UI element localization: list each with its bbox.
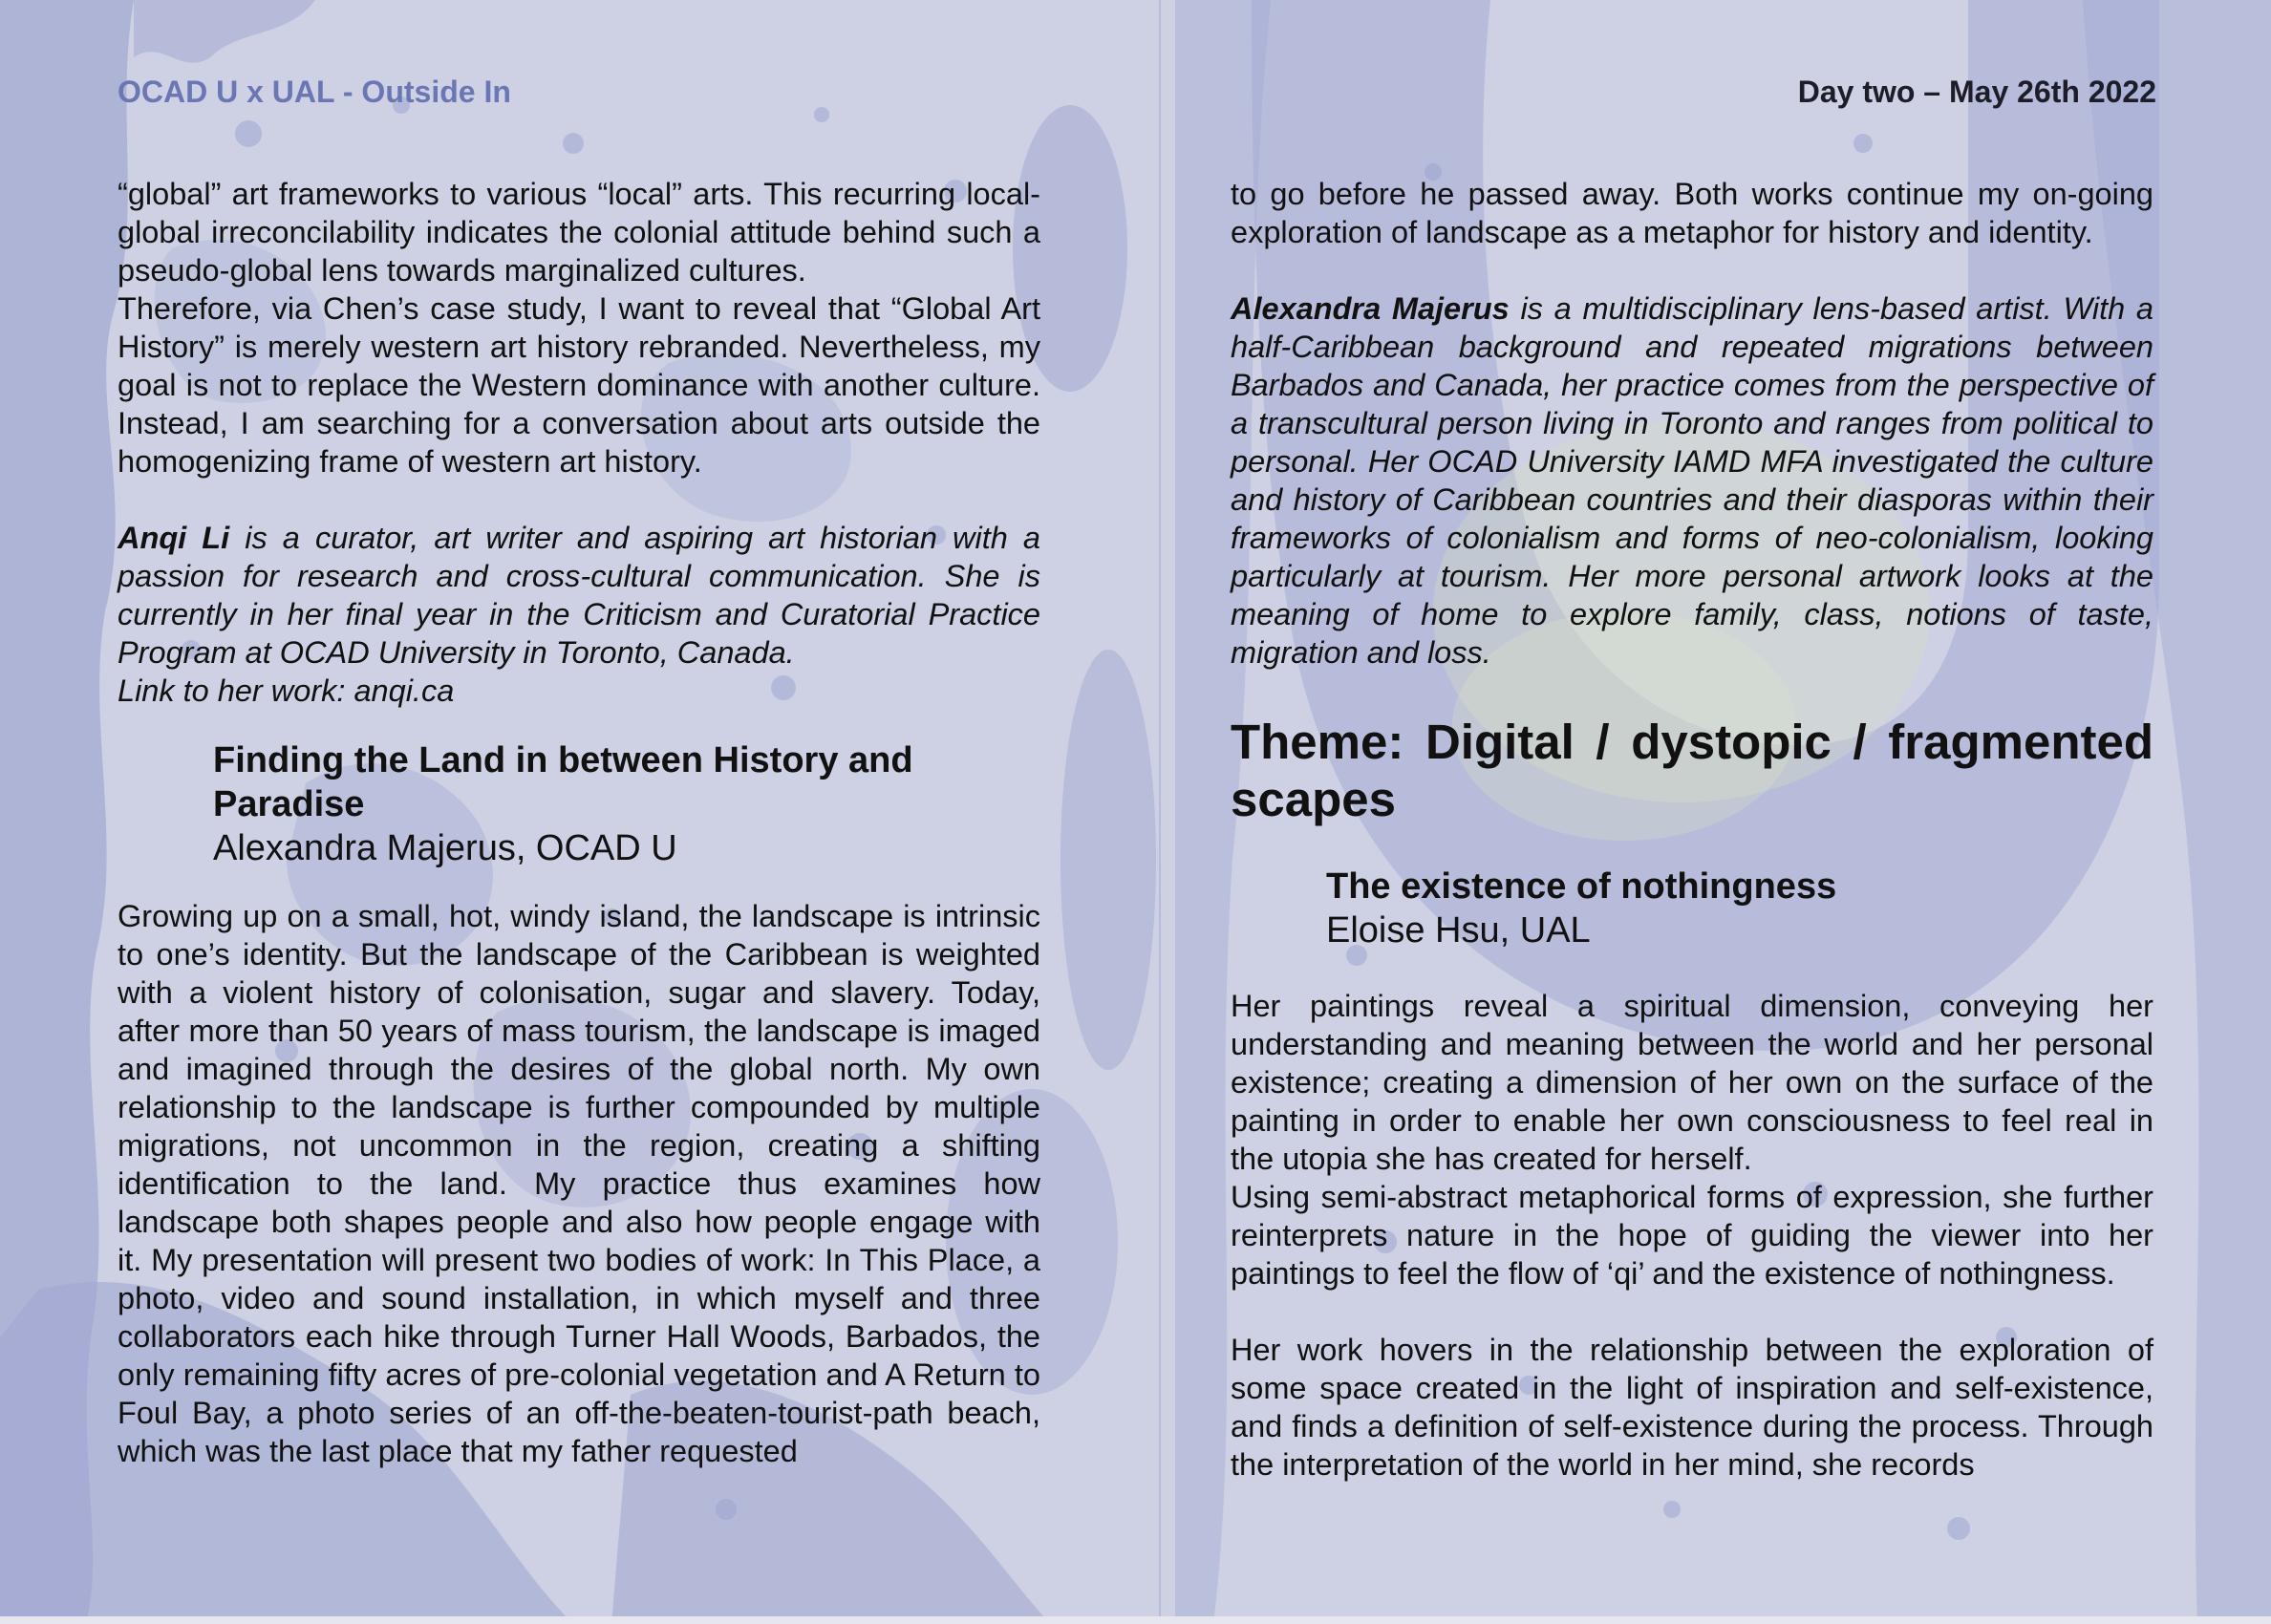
running-head-right: Day two – May 26th 2022 bbox=[1797, 75, 2156, 109]
talk-author: Alexandra Majerus, OCAD U bbox=[213, 828, 677, 868]
bio-alexandra-majerus bbox=[1231, 289, 2153, 672]
right-column bbox=[1231, 175, 2153, 1484]
paragraph: Her paintings reveal a spiritual dimension, conveying her understanding and meaning between the world and her personal existence; creating a dimension of her own on the surface of the painting in order to enable her own consciousness to feel real in the utopia she has created for herself. bbox=[1231, 989, 2153, 1176]
bio-anqi-li bbox=[118, 519, 1040, 672]
paragraph: “global” art frameworks to various “local” arts. This recurring local-global irreconcilability indicates the colonial attitude behind such a pseudo-global lens towards marginalized cultures. bbox=[118, 177, 1040, 288]
paragraph-gap bbox=[1231, 251, 2153, 289]
left-column bbox=[118, 175, 1040, 1470]
paragraph-gap bbox=[118, 481, 1040, 519]
talk-author: Eloise Hsu, UAL bbox=[1326, 910, 1591, 951]
bio-name: Anqi Li bbox=[118, 521, 230, 555]
paragraph: to go before he passed away. Both works continue my on-going exploration of landscape as a metaphor for history and identity. bbox=[1231, 177, 2153, 249]
bio-text: is a curator, art writer and aspiring art historian with a passion for research and cross-cultural communication. She is currently in her final year in the Criticism and Curatorial Practice Program at OCAD University in Toronto, Canada. bbox=[118, 521, 1040, 670]
bio-name: Alexandra Majerus bbox=[1231, 291, 1510, 326]
talk-title: Finding the Land in between History and Paradise bbox=[213, 740, 913, 824]
paragraph: Therefore, via Chen’s case study, I want to reveal that “Global Art History” is merely western art history rebranded. Nevertheless, my goal is not to replace the Western dominance with another culture. Instead, I am searching for a conversation about arts outside the homogenizing frame of western art history. bbox=[118, 291, 1040, 479]
bio-text: is a multidisciplinary lens-based artist. With a half-Caribbean background and repeated migrations between Barbados and Canada, her practice comes from the perspective of a transcultural person living in Toronto and ranges from political to personal. Her OCAD University IAMD MFA investigated the culture and history of Caribbean countries and their diasporas within their frameworks of colonialism and forms of neo-colonialism, looking particularly at tourism. Her more personal artwork looks at the meaning of home to explore family, class, notions of taste, migration and loss. bbox=[1231, 291, 2153, 670]
bio-link: Link to her work: anqi.ca bbox=[118, 673, 455, 708]
running-head-left: OCAD U x UAL - Outside In bbox=[118, 75, 511, 109]
talk-title: The existence of nothingness bbox=[1326, 866, 1837, 907]
right-page bbox=[1160, 0, 2271, 1624]
paragraph: Using semi-abstract metaphorical forms of expression, she further reinterprets nature in the hope of guiding the viewer into her paintings to feel the flow of ‘qi’ and the existence of nothingness. bbox=[1231, 1180, 2153, 1291]
talk-heading bbox=[1326, 865, 2153, 952]
theme-heading: Theme: Digital / dystopic / fragmented scapes bbox=[1231, 715, 2153, 826]
paragraph-gap bbox=[1231, 1293, 2153, 1331]
talk-heading bbox=[213, 738, 1040, 870]
paragraph: Growing up on a small, hot, windy island, the landscape is intrinsic to one’s identity. But the landscape of the Caribbean is weighted with a violent history of colonisation, sugar and slavery. Today, after more than 50 years of mass tourism, the landscape is imaged and imagined through the desires of the global north. My own relationship to the landscape is further compounded by multiple migrations, not uncommon in the region, creating a shifting identification to the land. My practice thus examines how landscape both shapes people and also how people engage with it. My presentation will present two bodies of work: In This Place, a photo, video and sound installation, in which myself and three collaborators each hike through Turner Hall Woods, Barbados, the only remaining fifty acres of pre-colonial vegetation and A Return to Foul Bay, a photo series of an off-the-beaten-tourist-path beach, which was the last place that my father requested bbox=[118, 899, 1040, 1468]
paragraph: Her work hovers in the relationship between the exploration of some space created in the light of inspiration and self-existence, and finds a definition of self-existence during the process. Through the interpretation of the world in her mind, she records bbox=[1231, 1333, 2153, 1482]
